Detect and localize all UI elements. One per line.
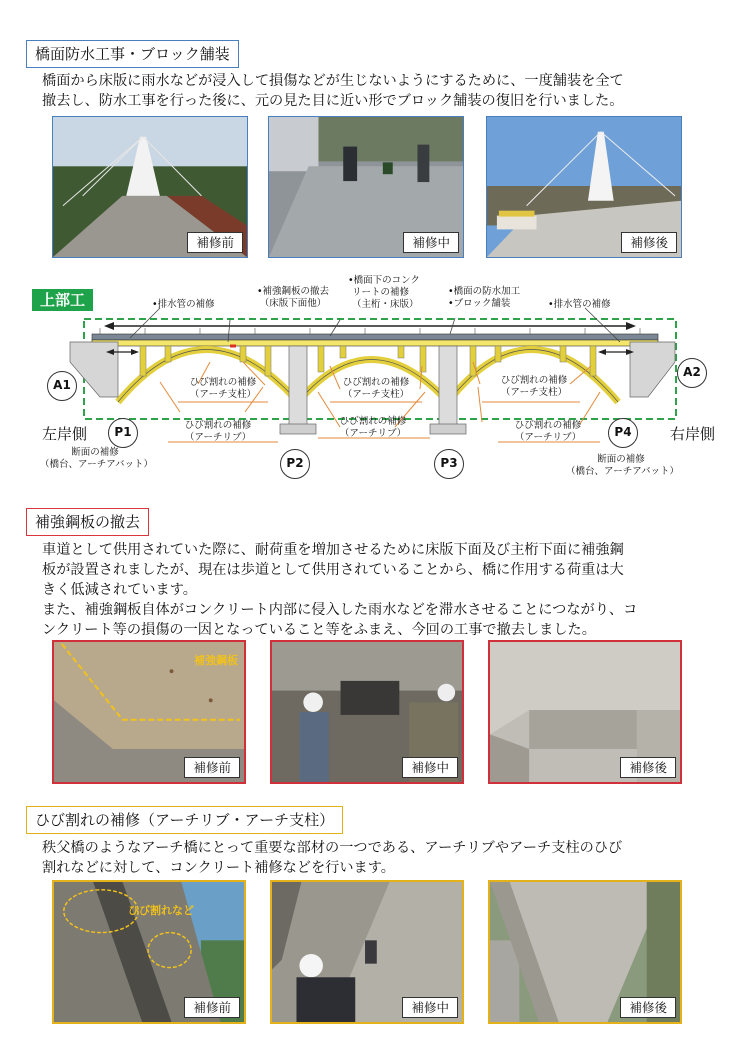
label-section-left-2: （橋台、アーチアバット） bbox=[40, 459, 153, 470]
label-steel-removal-1: •補強鋼板の撤去 bbox=[256, 286, 330, 297]
label-deck-concrete-2: リートの補修 bbox=[352, 287, 410, 298]
label-crack-col-2a: ひび割れの補修 bbox=[342, 377, 410, 388]
support-p4: P4 bbox=[608, 418, 638, 448]
photo-crack-after bbox=[488, 880, 682, 1024]
label-crack-col-3b: （アーチ支柱） bbox=[500, 387, 568, 398]
caption-waterproof-during: 補修中 bbox=[403, 232, 459, 253]
section-title-steel: 補強鋼板の撤去 bbox=[26, 508, 149, 536]
steel-text-line-5: ンクリート等の損傷の一因となっていること等をふまえ、今回の工事で撤去しました。 bbox=[42, 622, 596, 638]
label-drain-left: •排水管の補修 bbox=[152, 299, 215, 310]
caption-waterproof-before: 補修前 bbox=[187, 232, 243, 253]
label-steel-removal-2: （床版下面他） bbox=[259, 298, 327, 309]
caption-steel-before: 補修前 bbox=[184, 757, 240, 778]
label-crack-rib-1a: ひび割れの補修 bbox=[184, 420, 252, 431]
badge-superstructure: 上部工 bbox=[32, 289, 93, 311]
section-title-crack: ひび割れの補修（アーチリブ・アーチ支柱） bbox=[26, 806, 343, 834]
steel-text-line-2: 板が設置されましたが、現在は歩道として供用されていることから、橋に作用する荷重は大 bbox=[42, 562, 624, 578]
label-deck-concrete-3: （主桁・床版） bbox=[352, 299, 419, 310]
steel-text-line-4: また、補強鋼板自体がコンクリート内部に侵入した雨水などを滞水させることにつながり、コ bbox=[42, 602, 638, 618]
label-waterproof-2: •ブロック舗装 bbox=[448, 298, 511, 309]
photo-label-cracks: ひび割れなど bbox=[128, 904, 194, 917]
label-crack-rib-1b: （アーチリブ） bbox=[184, 432, 252, 443]
bank-left-label: 左岸側 bbox=[42, 425, 88, 443]
bank-right-label: 右岸側 bbox=[670, 425, 716, 443]
label-crack-col-1a: ひび割れの補修 bbox=[189, 377, 257, 388]
label-crack-col-1b: （アーチ支柱） bbox=[189, 389, 257, 400]
label-crack-rib-2a: ひび割れの補修 bbox=[339, 416, 407, 427]
label-deck-concrete-1: •橋面下のコンク bbox=[348, 275, 420, 286]
caption-steel-during: 補修中 bbox=[402, 757, 458, 778]
photo-crack-during bbox=[270, 880, 464, 1024]
crack-text-line-2: 割れなどに対して、コンクリート補修などを行います。 bbox=[42, 860, 395, 876]
label-crack-col-3a: ひび割れの補修 bbox=[500, 375, 568, 386]
label-crack-rib-2b: （アーチリブ） bbox=[339, 428, 407, 439]
support-a1: A1 bbox=[47, 371, 77, 401]
waterproof-text-line-1: 橋面から床版に雨水などが浸入して損傷などが生じないようにするために、一度舗装を全て bbox=[42, 73, 624, 89]
section-title-waterproof: 橋面防水工事・ブロック舗装 bbox=[26, 40, 239, 68]
caption-steel-after: 補修後 bbox=[620, 757, 676, 778]
bridge-diagram bbox=[0, 262, 750, 487]
photo-waterproof-during bbox=[268, 116, 464, 258]
label-crack-rib-3b: （アーチリブ） bbox=[514, 432, 582, 443]
photo-steel-before bbox=[52, 640, 246, 784]
label-waterproof-1: •橋面の防水加工 bbox=[448, 286, 521, 297]
steel-text-line-3: きく低減されています。 bbox=[42, 582, 197, 598]
photo-waterproof-after bbox=[486, 116, 682, 258]
support-p3: P3 bbox=[434, 449, 464, 479]
label-section-right-2: （橋台、アーチアバット） bbox=[566, 466, 679, 477]
caption-crack-before: 補修前 bbox=[184, 997, 240, 1018]
crack-text-line-1: 秩父橋のようなアーチ橋にとって重要な部材の一つである、アーチリブやアーチ支柱のひび bbox=[42, 840, 623, 856]
waterproof-text-line-2: 撤去し、防水工事を行った後に、元の見た目に近い形でブロック舗装の復旧を行いました。 bbox=[42, 93, 624, 109]
photo-steel-after bbox=[488, 640, 682, 784]
support-p2: P2 bbox=[280, 449, 310, 479]
support-p1: P1 bbox=[108, 418, 138, 448]
photo-waterproof-before bbox=[52, 116, 248, 258]
caption-waterproof-after: 補修後 bbox=[621, 232, 677, 253]
caption-crack-after: 補修後 bbox=[620, 997, 676, 1018]
photo-crack-before bbox=[52, 880, 246, 1024]
label-section-right-1: 断面の補修 bbox=[597, 454, 645, 465]
support-a2: A2 bbox=[677, 358, 707, 388]
label-crack-col-2b: （アーチ支柱） bbox=[342, 389, 410, 400]
label-section-left-1: 断面の補修 bbox=[71, 447, 119, 458]
label-crack-rib-3a: ひび割れの補修 bbox=[514, 420, 582, 431]
caption-crack-during: 補修中 bbox=[402, 997, 458, 1018]
photo-steel-during bbox=[270, 640, 464, 784]
steel-text-line-1: 車道として供用されていた際に、耐荷重を増加させるために床版下面及び主桁下面に補強鋼 bbox=[42, 542, 624, 558]
photo-label-steel-plate: 補強鋼板 bbox=[194, 654, 238, 667]
label-drain-right: •排水管の補修 bbox=[548, 299, 611, 310]
